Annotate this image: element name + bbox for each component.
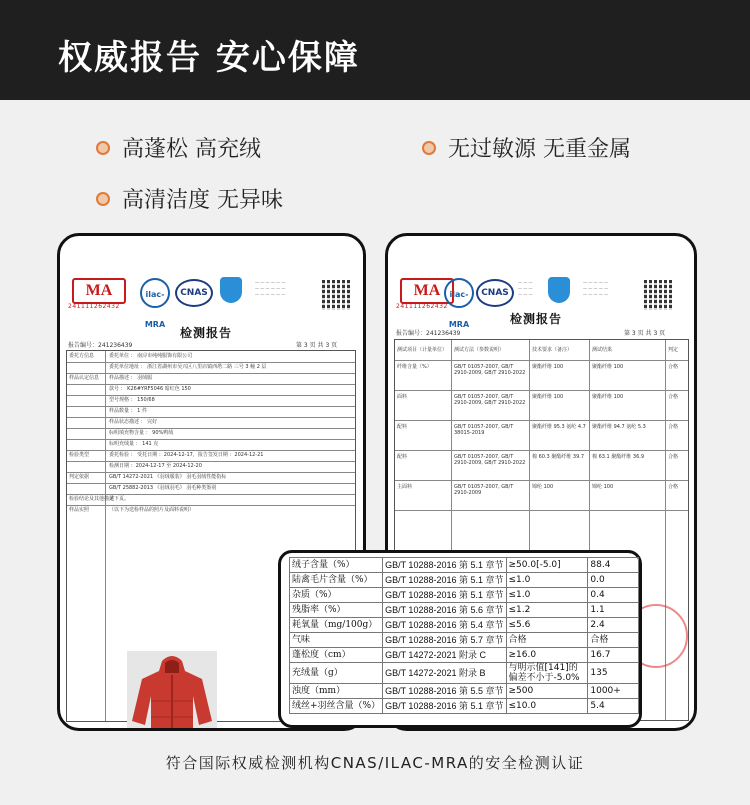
ilac-logo: ilac-MRA (140, 278, 170, 308)
report-cell: 面料 (397, 394, 408, 400)
results-cell-method: GB/T 10288-2016 第 5.1 章节 (383, 699, 506, 714)
jacket-photo (127, 651, 217, 731)
report-header-cell: 判定 (668, 347, 679, 353)
report-row-key: 判定依据 (69, 474, 90, 480)
report-header-cell: 技术要求（备注） (532, 347, 573, 353)
report-cell: 纤维含量（%） (397, 364, 432, 370)
report-row-value: 款号 ： K26#YRF5046 暗红色 150 (109, 386, 191, 392)
qr-code-icon (322, 280, 352, 310)
results-cell-method: GB/T 10288-2016 第 5.1 章节 (383, 573, 506, 588)
feature-hypoallergenic (422, 132, 631, 163)
results-cell-method: GB/T 14272-2021 附录 C (383, 648, 506, 663)
certificate-shield-icon (220, 277, 242, 303)
results-cell-req: 与明示值[141]的偏差不小于-5.0% (506, 663, 588, 684)
feature-clean (96, 183, 283, 214)
bullet-dot-icon (422, 141, 436, 155)
results-row (290, 618, 639, 633)
report-row (67, 505, 355, 516)
report-logos (60, 274, 363, 329)
results-cell-req: ≥16.0 (506, 648, 588, 663)
report-page: 第 3 页 共 3 页 (296, 342, 338, 349)
results-row (290, 558, 639, 573)
report-row-value: 标明填充物含量 ： 90%鸭绒 (109, 430, 174, 436)
report-row (395, 360, 688, 391)
results-row (290, 663, 639, 684)
results-cell-req: ≤1.2 (506, 603, 588, 618)
lab-contact-text: — — — — — — — — — (518, 280, 533, 297)
feature-text: 高清洁度 无异味 (122, 188, 283, 213)
certification-caption: 符合国际权威检测机构CNAS/ILAC-MRA的安全检测认证 (165, 754, 585, 772)
report-row-key: 样品认定信息 (69, 375, 100, 381)
results-cell-item: 杂质（%） (290, 588, 383, 603)
report-header-cell: 测试结果 (592, 347, 613, 353)
report-page: 第 3 页 共 3 页 (624, 330, 666, 337)
lab-contact-text: — — — — — — — — — — — — — — — — — — (255, 280, 286, 297)
report-header-cell: 测试方法（参数说明） (454, 347, 505, 353)
report-title: 检测报告 (510, 312, 563, 326)
results-cell-req: ≤1.0 (506, 588, 588, 603)
report-row-key: 检验结论及其他描述 (69, 496, 115, 502)
report-row (395, 390, 688, 421)
results-cell-method: GB/T 10288-2016 第 5.1 章节 (383, 588, 506, 603)
results-cell-result: 1.1 (588, 603, 639, 618)
report-cell: 锦纶 100 (592, 484, 614, 490)
report-cell: 合格 (668, 454, 679, 460)
ma-logo: MA 241111262432 (396, 278, 460, 310)
page-title: 权威报告 安心保障 (58, 38, 360, 78)
report-row-value: 委托单位 ： 南浔市纯纯服饰有限公司 (109, 353, 193, 359)
report-cell: GB/T 01057-2007, GB/T 2910-2009, GB/T 2910-2022 (454, 364, 526, 376)
results-cell-item: 气味 (290, 633, 383, 648)
results-row (290, 573, 639, 588)
report-header-row (395, 340, 688, 361)
results-cell-req: 合格 (506, 633, 588, 648)
report-row-value: 标明充绒量 ： 141 克 (109, 441, 159, 447)
report-cell: GB/T 01057-2007, GB/T 2910-2009 (454, 484, 514, 496)
results-cell-result: 2.4 (588, 618, 639, 633)
results-row (290, 699, 639, 714)
report-cell: 配料 (397, 424, 408, 430)
report-row-value: 样品状态描述 ： 完好 (109, 419, 158, 425)
report-cell: GB/T 01057-2007, GB/T 2910-2009, GB/T 2910-2022 (454, 454, 526, 466)
report-row-value: 型号规格 ： 150/68 (109, 397, 155, 403)
results-cell-item: 残脂率（%） (290, 603, 383, 618)
report-cell: 主面料 (397, 484, 413, 490)
report-row-value: （以下为送检样品的照片及面料说明） (109, 507, 195, 513)
results-row (290, 633, 639, 648)
bullet-dot-icon (96, 192, 110, 206)
results-cell-item: 浊度（mm） (290, 684, 383, 699)
results-cell-method: GB/T 10288-2016 第 5.1 章节 (383, 558, 506, 573)
ma-number: 241111262432 (68, 303, 120, 310)
results-cell-item: 陆禽毛片含量（%） (290, 573, 383, 588)
report-cell: 合格 (668, 424, 679, 430)
certificate-shield-icon (548, 277, 570, 303)
qr-code-icon (644, 280, 674, 310)
report-cell: 合格 (668, 394, 679, 400)
report-cell: 配料 (397, 454, 408, 460)
cnas-logo: CNAS (476, 279, 514, 307)
report-row (395, 420, 688, 451)
feature-loft (96, 132, 261, 163)
results-cell-result: 135 (588, 663, 639, 684)
report-title: 检测报告 (180, 326, 233, 340)
report-cell: 聚酯纤维 100 (532, 394, 564, 400)
report-row-value: GB/T 14272-2021 《羽绒服装》 羽毛羽绒性能指标 (109, 474, 227, 480)
report-row-value: GB/T 25882-2013 《羽绒羽毛》 羽毛种类鉴别 (109, 485, 217, 491)
zoomed-results-callout (278, 550, 642, 728)
report-row-key: 检验类型 (69, 452, 90, 458)
report-row-key: 样品实照 (69, 507, 90, 513)
feature-text: 无过敏源 无重金属 (448, 137, 631, 162)
report-row (395, 480, 688, 511)
results-cell-result: 0.0 (588, 573, 639, 588)
results-cell-req: ≤5.6 (506, 618, 588, 633)
header-bar (0, 0, 750, 100)
report-cell: 聚酯纤维 100 (532, 364, 564, 370)
results-cell-item: 充绒量（g） (290, 663, 383, 684)
report-row-value: 委托检验 ： 受托日期 ：2024-12-17，报告签发日期 ：2024-12-21 (109, 452, 264, 458)
report-row-value: 样品数量 ： 1 件 (109, 408, 147, 414)
report-cell: 聚酯纤维 100 (592, 394, 624, 400)
ma-logo: MA 241111262432 (68, 278, 132, 310)
results-cell-result: 合格 (588, 633, 639, 648)
results-cell-method: GB/T 14272-2021 附录 B (383, 663, 506, 684)
results-cell-result: 0.4 (588, 588, 639, 603)
report-row-key: 委托方信息 (69, 353, 95, 359)
bullet-dot-icon (96, 141, 110, 155)
ma-number: 241111262432 (396, 303, 448, 310)
report-row-value: 委托单位地址 ： 浙江省湖州市吴兴区八里店镇西塔二路 三号 3 幢 2 层 (109, 364, 267, 370)
results-cell-item: 耗氧量（mg/100g） (290, 618, 383, 633)
report-header-cell: 测试项目（计量单位） (397, 347, 448, 353)
cnas-logo: CNAS (175, 279, 213, 307)
report-cell: GB/T 01057-2007, GB/T 38015-2019 (454, 424, 514, 436)
report-row-value: 见下页。 (109, 496, 130, 502)
results-cell-method: GB/T 10288-2016 第 5.4 章节 (383, 618, 506, 633)
results-cell-item: 绒丝+羽丝含量（%） (290, 699, 383, 714)
report-number: 报告编号：241236439 (396, 330, 461, 337)
results-cell-req: ≤10.0 (506, 699, 588, 714)
report-cell: 合格 (668, 484, 679, 490)
report-number: 报告编号：241236439 (68, 342, 133, 349)
results-cell-method: GB/T 10288-2016 第 5.7 章节 (383, 633, 506, 648)
lab-contact-text: — — — — — — — — — — — — — — — (583, 280, 609, 297)
ilac-logo: ilac-MRA (444, 278, 474, 308)
results-cell-method: GB/T 10288-2016 第 5.5 章节 (383, 684, 506, 699)
zoomed-results-table (289, 557, 639, 714)
results-cell-req: ≥50.0[-5.0] (506, 558, 588, 573)
report-cell: 聚酯纤维 100 (592, 364, 624, 370)
jacket-image-icon (127, 651, 217, 731)
results-row (290, 648, 639, 663)
report-cell: GB/T 01057-2007, GB/T 2910-2009, GB/T 2910-2022 (454, 394, 526, 406)
report-row (395, 450, 688, 481)
results-cell-result: 88.4 (588, 558, 639, 573)
feature-text: 高蓬松 高充绒 (122, 137, 261, 162)
results-cell-result: 5.4 (588, 699, 639, 714)
results-row (290, 684, 639, 699)
report-cell: 合格 (668, 364, 679, 370)
results-cell-result: 1000+ (588, 684, 639, 699)
report-cell: 聚酯纤维 94.7 氨纶 5.3 (592, 424, 646, 430)
report-cell: 聚酯纤维 95.3 氨纶 4.7 (532, 424, 586, 430)
results-cell-method: GB/T 10288-2016 第 5.6 章节 (383, 603, 506, 618)
results-cell-item: 蓬松度（cm） (290, 648, 383, 663)
results-cell-result: 16.7 (588, 648, 639, 663)
results-cell-req: ≥500 (506, 684, 588, 699)
report-cell: 棉 63.1 聚酯纤维 36.9 (592, 454, 645, 460)
report-cell: 棉 60.3 聚酯纤维 39.7 (532, 454, 585, 460)
report-row-value: 检测日期 ：2024-12-17 至 2024-12-20 (109, 463, 202, 469)
results-row (290, 588, 639, 603)
results-cell-item: 绒子含量（%） (290, 558, 383, 573)
results-cell-req: ≤1.0 (506, 573, 588, 588)
results-row (290, 603, 639, 618)
report-row-value: 样品描述 ： 羽绒服 (109, 375, 153, 381)
report-cell: 锦纶 100 (532, 484, 554, 490)
